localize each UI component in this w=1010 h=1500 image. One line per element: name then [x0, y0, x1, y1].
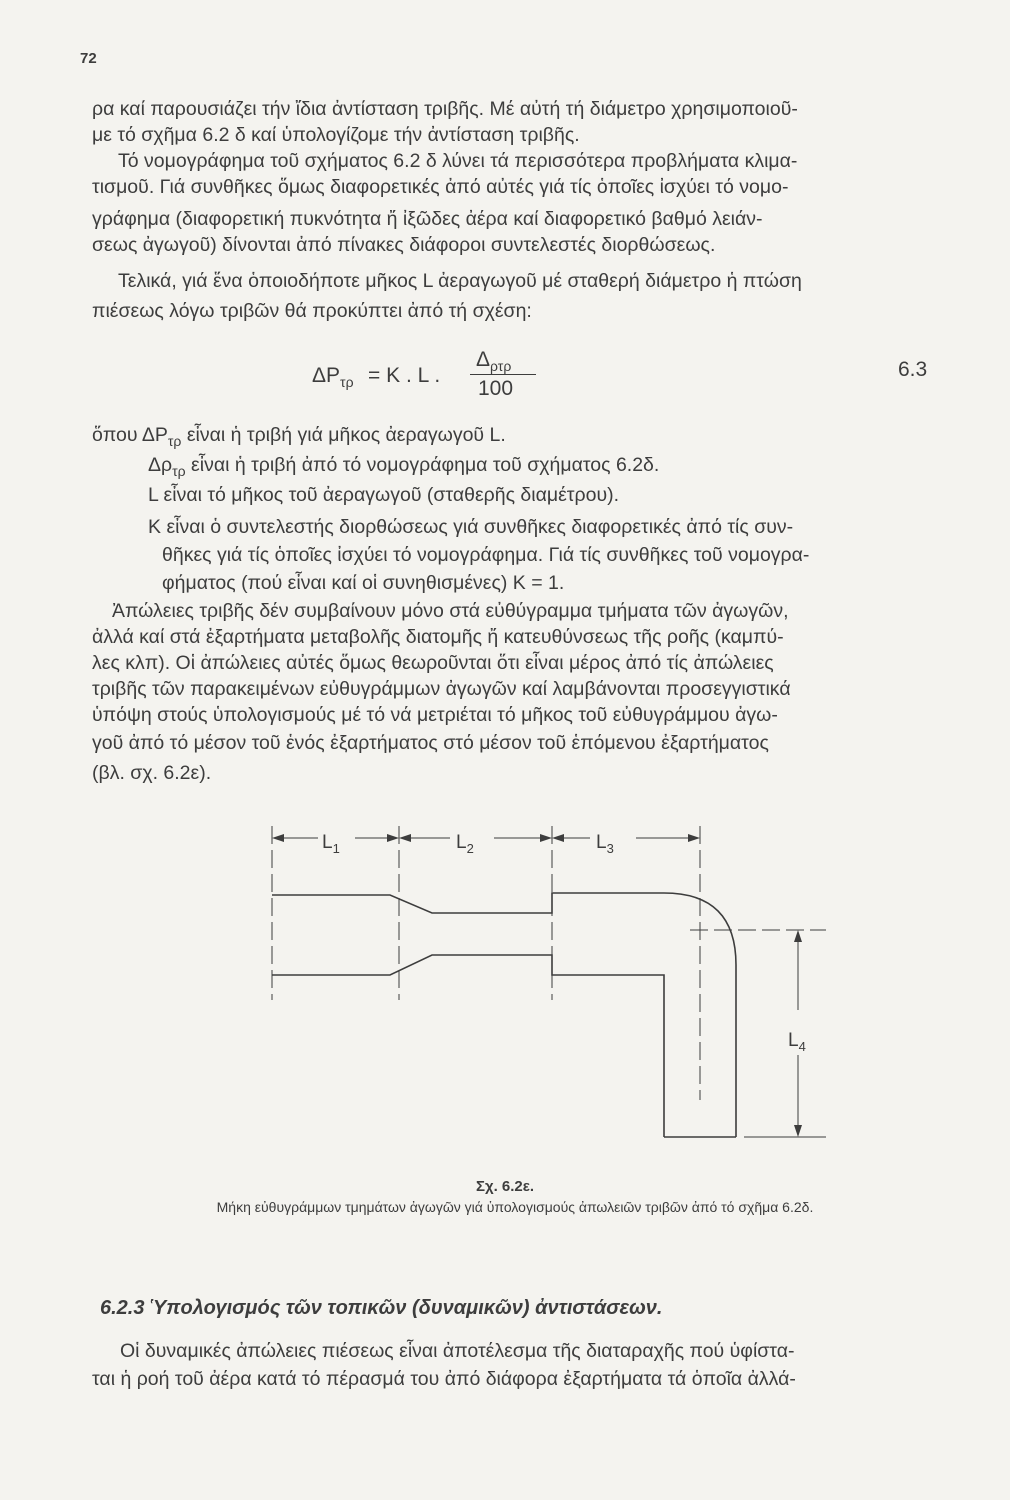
page-number: 72 [80, 50, 97, 67]
text-line: ται ἡ ροή τοῦ ἀέρα κατά τό πέρασμά του ἀπό διάφορα ἐξαρτήματα τά ὁποῖα ἀλλά- [92, 1368, 796, 1390]
text-line: πιέσεως λόγω τριβῶν θά προκύπτει ἀπό τή σχέση: [92, 300, 532, 322]
equation-middle: = K . L . [368, 364, 441, 387]
equation-number: 6.3 [898, 358, 928, 381]
duct-outline [272, 893, 736, 1137]
dimension-label-l2: $L_2$ [456, 832, 474, 856]
definition-item: $\Delta\rho_{\tau\rho}$ εἶναι ἡ τριβή ἀπό τό νομογράφημα τοῦ σχήματος 6.2δ. [148, 454, 660, 479]
text-line: με τό σχῆμα 6.2 δ καί ὑπολογίζομε τήν ἀντίσταση τριβῆς. [92, 124, 580, 146]
dimension-label-l4: $L_4$ [788, 1030, 806, 1054]
dimension-lines [274, 838, 798, 1135]
equation-lhs: $\Delta P_{\tau\rho}$ [312, 364, 354, 391]
definition-cont-line: θῆκες γιά τίς ὁποῖες ἰσχύει τό νομογράφημα. Γιά τίς συνθῆκες τοῦ νομογρα- [162, 544, 810, 566]
text-line: λες κλπ). Οἱ ἀπώλειες αὐτές ὅμως θεωροῦνται ὅτι εἶναι μέρος ἀπό τίς ἀπώλειες [92, 652, 774, 674]
definition-item: Κ εἶναι ὁ συντελεστής διορθώσεως γιά συνθῆκες διαφορετικές ἀπό τίς συν- [148, 516, 794, 538]
text-line: ἀλλά καί στά ἐξαρτήματα μεταβολῆς διατομῆς ἤ κατευθύνσεως τῆς ροῆς (καμπύ- [92, 626, 784, 648]
text-line: ὑπόψη στούς ὑπολογισμούς μέ τό νά μετριέται τό μῆκος τοῦ εὐθυγράμμου ἀγω- [92, 704, 778, 726]
text-line: σεως ἀγωγοῦ) δίνονται ἀπό πίνακες διάφοροι συντελεστές διορθώσεως. [92, 234, 716, 256]
text-line: γοῦ ἀπό τό μέσον τοῦ ἑνός ἐξαρτήματος στό μέσον τοῦ ἑπόμενου ἐξαρτήματος [92, 732, 769, 754]
text-line: ρα καί παρουσιάζει τήν ἴδια ἀντίσταση τριβῆς. Μέ αὐτή τή διάμετρο χρησιμοποιοῦ- [92, 98, 798, 120]
dimension-arrows [272, 834, 802, 1137]
figure-caption-text: Μήκη εὐθυγράμμων τμημάτων ἀγωγῶν γιά ὑπολογισμούς ἀπωλειῶν τριβῶν ἀπό τό σχῆμα 6.2δ. [216, 1199, 814, 1215]
equation-numerator: $\Delta_{\rho\tau\rho}$ [476, 348, 512, 375]
definition-item: L εἶναι τό μῆκος τοῦ ἀεραγωγοῦ (σταθερῆς διαμέτρου). [148, 484, 620, 506]
text-line: τισμοῦ. Γιά συνθῆκες ὅμως διαφορετικές ἀπό αὐτές γιά τίς ὁποῖες ἰσχύει τό νομο- [92, 176, 789, 198]
text-line: τριβῆς τῶν παρακειμένων εὐθυγράμμων ἀγωγῶν καί λαμβάνονται προσεγγιστικά [92, 678, 791, 700]
text-line: γράφημα (διαφορετική πυκνότητα ἤ ἰξῶδες ἀέρα καί διαφορετικό βαθμό λειάν- [92, 208, 763, 230]
equation-denominator: 100 [478, 377, 514, 400]
figure-caption-title: Σχ. 6.2ε. [475, 1178, 535, 1195]
text-line: (βλ. σχ. 6.2ε). [92, 762, 212, 784]
text-line: Τελικά, γιά ἕνα ὁποιοδήποτε μῆκος L ἀεραγωγοῦ μέ σταθερή διάμετρο ἡ πτώση [118, 270, 802, 292]
text-line: Οἱ δυναμικές ἀπώλειες πιέσεως εἶναι ἀποτέλεσμα τῆς διαταραχῆς πού ὑφίστα- [120, 1340, 795, 1362]
definition-item: ὅπου $\Delta P_{\tau\rho}$ εἶναι ἡ τριβή γιά μῆκος ἀεραγωγοῦ L. [92, 424, 506, 449]
extension-lines [272, 826, 826, 1137]
dimension-label-l1: $L_1$ [322, 832, 340, 856]
definition-cont-line: φήματος (πού εἶναι καί οἱ συνηθισμένες) Κ = 1. [162, 572, 565, 594]
text-line: Ἀπώλειες τριβῆς δέν συμβαίνουν μόνο στά εὐθύγραμμα τμήματα τῶν ἀγωγῶν, [112, 600, 789, 622]
section-heading: 6.2.3 Ὑπολογισμός τῶν τοπικῶν (δυναμικῶν) ἀντιστάσεων. [100, 1297, 663, 1319]
dimension-label-l3: $L_3$ [596, 832, 614, 856]
text-line: Τό νομογράφημα τοῦ σχήματος 6.2 δ λύνει τά περισσότερα προβλήματα κλιμα- [118, 150, 798, 172]
